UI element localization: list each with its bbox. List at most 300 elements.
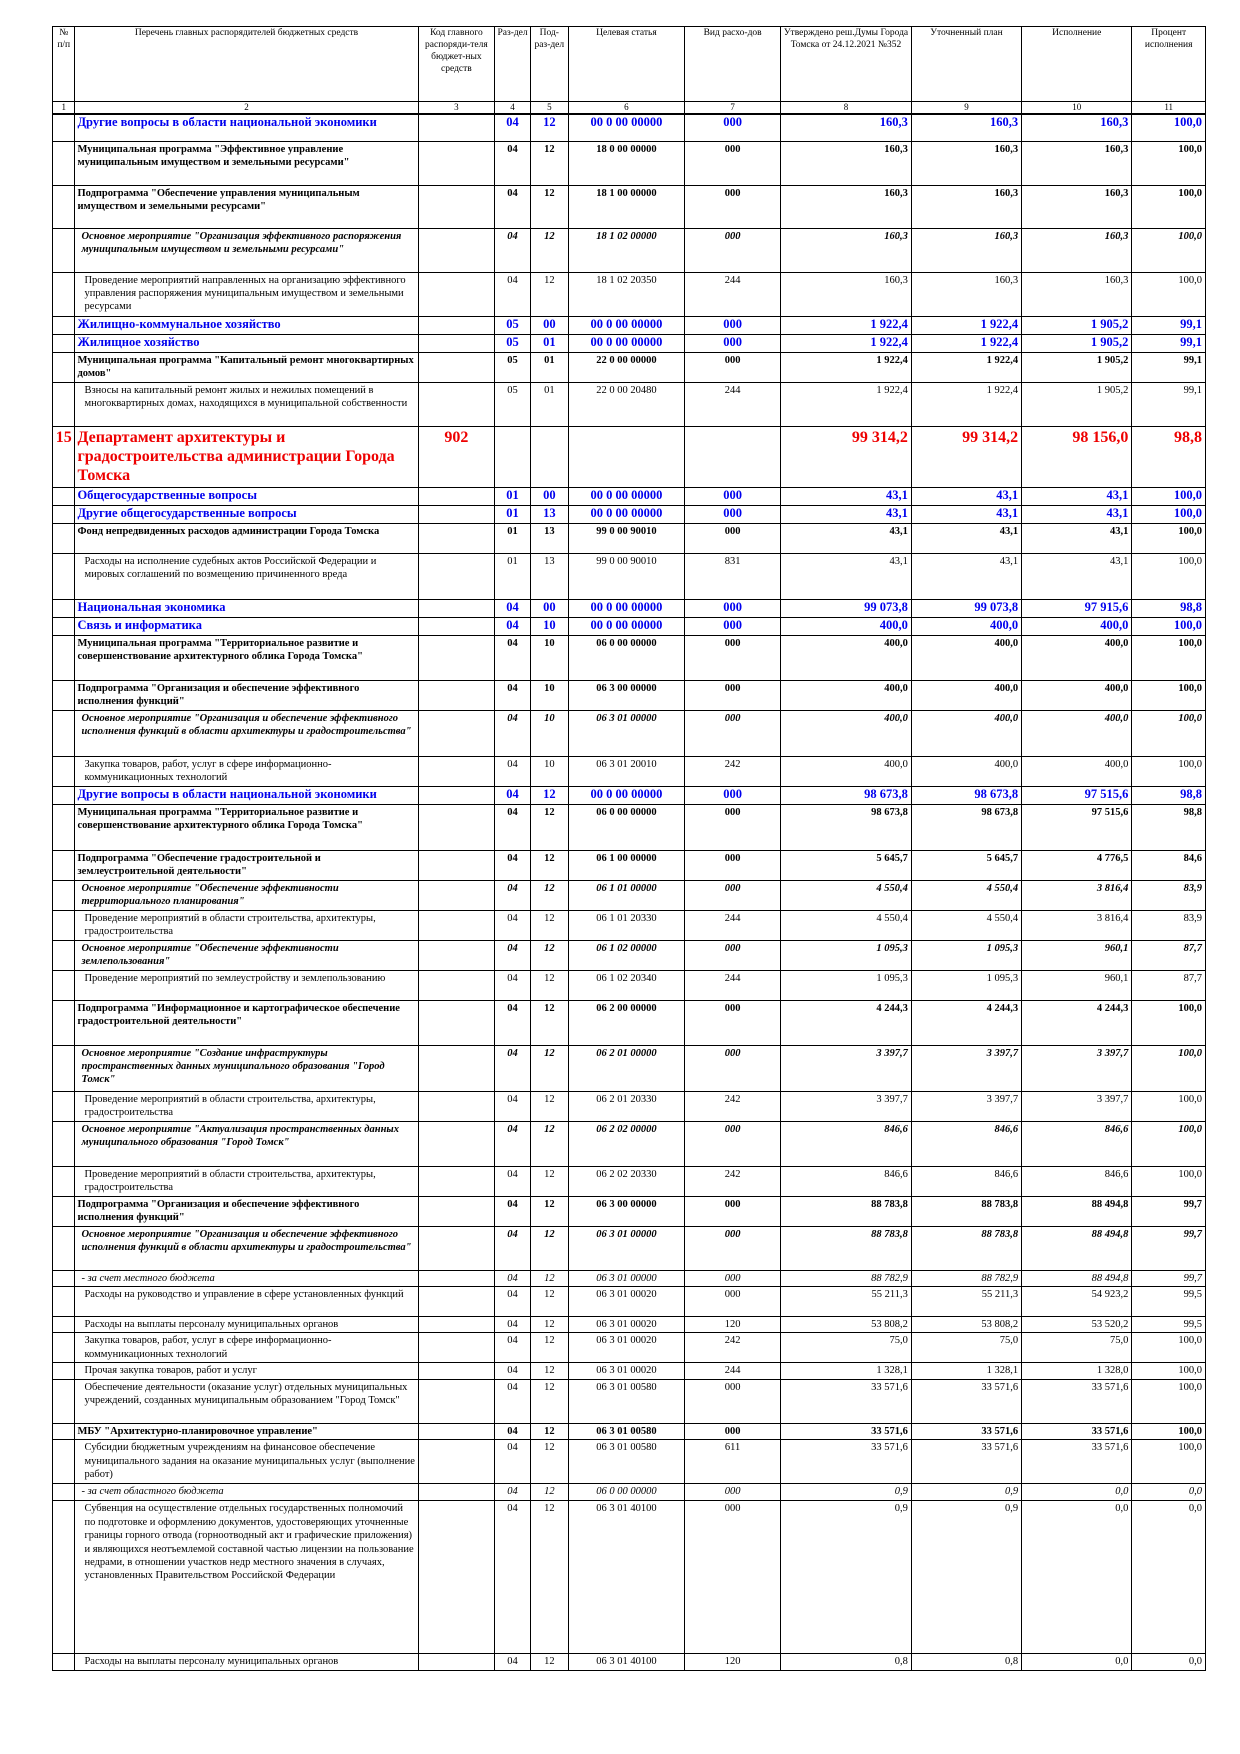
- execution-amount-cell: 0,0: [1022, 1654, 1132, 1671]
- table-row: [53, 487, 1206, 505]
- distributor-code-cell: [418, 910, 495, 940]
- column-number: 4: [495, 102, 531, 115]
- approved-amount-cell: 400,0: [781, 635, 912, 680]
- row-number-cell: [53, 1654, 75, 1671]
- expense-type-code-cell: 000: [685, 334, 781, 352]
- expense-type-code-cell: 000: [685, 487, 781, 505]
- expense-type-code-cell: 000: [685, 599, 781, 617]
- section-code-cell: 01: [495, 487, 531, 505]
- execution-percent-cell: 0,0: [1132, 1484, 1206, 1501]
- execution-percent-cell: 100,0: [1132, 680, 1206, 710]
- item-name-cell: Проведение мероприятий по землеустройству и землепользованию: [75, 970, 418, 1000]
- table-row: [53, 910, 1206, 940]
- table-row: [53, 786, 1206, 804]
- item-name-cell: Общегосударственные вопросы: [75, 487, 418, 505]
- table-row: [53, 1484, 1206, 1501]
- execution-amount-cell: 53 520,2: [1022, 1316, 1132, 1332]
- section-code-cell: 04: [495, 185, 531, 228]
- row-number-cell: 15: [53, 426, 75, 487]
- subsection-code-cell: 12: [530, 272, 568, 316]
- subsection-code-cell: 00: [530, 599, 568, 617]
- subsection-code-cell: 12: [530, 1423, 568, 1439]
- row-number-cell: [53, 1440, 75, 1484]
- execution-percent-cell: 100,0: [1132, 1423, 1206, 1439]
- distributor-code-cell: [418, 680, 495, 710]
- target-item-code-cell: 22 0 00 20480: [568, 382, 684, 426]
- execution-percent-cell: 0,0: [1132, 1654, 1206, 1671]
- subsection-code-cell: 12: [530, 1000, 568, 1045]
- section-code-cell: 04: [495, 850, 531, 880]
- execution-amount-cell: 960,1: [1022, 970, 1132, 1000]
- expense-type-code-cell: 000: [685, 850, 781, 880]
- section-code-cell: 04: [495, 756, 531, 786]
- subsection-code-cell: 13: [530, 523, 568, 553]
- subsection-code-cell: 12: [530, 114, 568, 141]
- section-code-cell: 04: [495, 880, 531, 910]
- approved-amount-cell: 4 550,4: [781, 910, 912, 940]
- table-row: [53, 228, 1206, 272]
- revised-plan-amount-cell: 0,9: [911, 1501, 1021, 1654]
- target-item-code-cell: 06 3 01 00000: [568, 710, 684, 756]
- section-code-cell: 04: [495, 1654, 531, 1671]
- table-row: [53, 710, 1206, 756]
- distributor-code-cell: [418, 352, 495, 382]
- section-code-cell: 04: [495, 141, 531, 185]
- execution-percent-cell: 100,0: [1132, 114, 1206, 141]
- row-number-cell: [53, 710, 75, 756]
- distributor-code-cell: [418, 1091, 495, 1121]
- target-item-code-cell: 06 3 01 00000: [568, 1270, 684, 1286]
- target-item-code-cell: 00 0 00 00000: [568, 786, 684, 804]
- revised-plan-amount-cell: 0,9: [911, 1484, 1021, 1501]
- section-code-cell: 04: [495, 599, 531, 617]
- expense-type-code-cell: 000: [685, 114, 781, 141]
- revised-plan-amount-cell: 1 095,3: [911, 940, 1021, 970]
- table-row: [53, 553, 1206, 599]
- item-name-cell: Обеспечение деятельности (оказание услуг) отдельных муниципальных учреждений, созданных муниципальным образованием "Город Томск": [75, 1379, 418, 1423]
- approved-amount-cell: 1 922,4: [781, 316, 912, 334]
- revised-plan-amount-cell: 400,0: [911, 617, 1021, 635]
- header-subsection: Под-раз-дел: [530, 27, 568, 102]
- target-item-code-cell: 06 3 01 40100: [568, 1654, 684, 1671]
- subsection-code-cell: 12: [530, 1091, 568, 1121]
- distributor-code-cell: [418, 487, 495, 505]
- table-row: [53, 1121, 1206, 1166]
- execution-percent-cell: 100,0: [1132, 523, 1206, 553]
- table-row: [53, 1226, 1206, 1270]
- row-number-cell: [53, 970, 75, 1000]
- expense-type-code-cell: 000: [685, 1379, 781, 1423]
- subsection-code-cell: 10: [530, 756, 568, 786]
- item-name-cell: Муниципальная программа "Территориальное развитие и совершенствование архитектурного облика Города Томска": [75, 804, 418, 850]
- subsection-code-cell: 01: [530, 382, 568, 426]
- target-item-code-cell: 06 3 01 00020: [568, 1333, 684, 1363]
- expense-type-code-cell: 000: [685, 1121, 781, 1166]
- table-row: [53, 635, 1206, 680]
- subsection-code-cell: 00: [530, 487, 568, 505]
- table-row: [53, 756, 1206, 786]
- target-item-code-cell: 06 2 01 20330: [568, 1091, 684, 1121]
- distributor-code-cell: [418, 185, 495, 228]
- column-number: 8: [781, 102, 912, 115]
- section-code-cell: 04: [495, 786, 531, 804]
- row-number-cell: [53, 1270, 75, 1286]
- subsection-code-cell: 12: [530, 185, 568, 228]
- execution-percent-cell: 100,0: [1132, 1045, 1206, 1091]
- expense-type-code-cell: 242: [685, 1333, 781, 1363]
- execution-percent-cell: 100,0: [1132, 553, 1206, 599]
- revised-plan-amount-cell: 43,1: [911, 523, 1021, 553]
- distributor-code-cell: [418, 334, 495, 352]
- row-number-cell: [53, 1501, 75, 1654]
- item-name-cell: Основное мероприятие "Актуализация пространственных данных муниципального образования "Город Томск": [75, 1121, 418, 1166]
- row-number-cell: [53, 880, 75, 910]
- expense-type-code-cell: 000: [685, 786, 781, 804]
- distributor-code-cell: [418, 1316, 495, 1332]
- expense-type-code-cell: 611: [685, 1440, 781, 1484]
- row-number-cell: [53, 1423, 75, 1439]
- table-row: [53, 680, 1206, 710]
- item-name-cell: Закупка товаров, работ, услуг в сфере информационно-коммуникационных технологий: [75, 1333, 418, 1363]
- item-name-cell: Другие общегосударственные вопросы: [75, 505, 418, 523]
- table-row: [53, 1363, 1206, 1379]
- target-item-code-cell: 99 0 00 90010: [568, 553, 684, 599]
- table-row: [53, 970, 1206, 1000]
- table-row: [53, 352, 1206, 382]
- execution-amount-cell: 33 571,6: [1022, 1440, 1132, 1484]
- expense-type-code-cell: 000: [685, 710, 781, 756]
- distributor-code-cell: [418, 710, 495, 756]
- target-item-code-cell: 06 2 02 00000: [568, 1121, 684, 1166]
- item-name-cell: Фонд непредвиденных расходов администрации Города Томска: [75, 523, 418, 553]
- row-number-cell: [53, 487, 75, 505]
- section-code-cell: 05: [495, 316, 531, 334]
- row-number-cell: [53, 228, 75, 272]
- execution-amount-cell: 97 915,6: [1022, 599, 1132, 617]
- subsection-code-cell: 12: [530, 940, 568, 970]
- subsection-code-cell: 12: [530, 1363, 568, 1379]
- expense-type-code-cell: 244: [685, 970, 781, 1000]
- subsection-code-cell: [530, 426, 568, 487]
- approved-amount-cell: 400,0: [781, 680, 912, 710]
- execution-amount-cell: 160,3: [1022, 228, 1132, 272]
- revised-plan-amount-cell: 160,3: [911, 185, 1021, 228]
- distributor-code-cell: [418, 523, 495, 553]
- target-item-code-cell: 22 0 00 00000: [568, 352, 684, 382]
- revised-plan-amount-cell: 1 328,1: [911, 1363, 1021, 1379]
- item-name-cell: МБУ "Архитектурно-планировочное управление": [75, 1423, 418, 1439]
- expense-type-code-cell: 000: [685, 228, 781, 272]
- table-row: [53, 1501, 1206, 1654]
- column-number: 2: [75, 102, 418, 115]
- table-row: [53, 141, 1206, 185]
- execution-amount-cell: 88 494,8: [1022, 1196, 1132, 1226]
- distributor-code-cell: [418, 382, 495, 426]
- approved-amount-cell: 160,3: [781, 141, 912, 185]
- section-code-cell: 04: [495, 940, 531, 970]
- subsection-code-cell: 10: [530, 710, 568, 756]
- distributor-code-cell: [418, 1363, 495, 1379]
- distributor-code-cell: 902: [418, 426, 495, 487]
- expense-type-code-cell: 242: [685, 1091, 781, 1121]
- target-item-code-cell: 06 3 01 20010: [568, 756, 684, 786]
- revised-plan-amount-cell: 400,0: [911, 710, 1021, 756]
- expense-type-code-cell: 000: [685, 940, 781, 970]
- approved-amount-cell: 1 095,3: [781, 970, 912, 1000]
- revised-plan-amount-cell: 43,1: [911, 553, 1021, 599]
- expense-type-code-cell: 000: [685, 352, 781, 382]
- distributor-code-cell: [418, 1166, 495, 1196]
- expense-type-code-cell: 000: [685, 804, 781, 850]
- approved-amount-cell: 3 397,7: [781, 1045, 912, 1091]
- item-name-cell: Субвенция на осуществление отдельных государственных полномочий по подготовке и оформлению документов, удостоверяющих уточненные границы горного отвода (горноотводный акт и графические приложения) и являющихся неотъемлемой составной частью лицензии на пользование недрами, в отношении участков недр местного значения в случаях, установленных Правительством Российской Федерации: [75, 1501, 418, 1654]
- revised-plan-amount-cell: 846,6: [911, 1166, 1021, 1196]
- expense-type-code-cell: 000: [685, 1045, 781, 1091]
- revised-plan-amount-cell: 4 550,4: [911, 880, 1021, 910]
- execution-percent-cell: 100,0: [1132, 1091, 1206, 1121]
- distributor-code-cell: [418, 940, 495, 970]
- target-item-code-cell: 06 0 00 00000: [568, 1484, 684, 1501]
- section-code-cell: 04: [495, 114, 531, 141]
- target-item-code-cell: [568, 426, 684, 487]
- execution-percent-cell: 100,0: [1132, 272, 1206, 316]
- section-code-cell: 04: [495, 1333, 531, 1363]
- item-name-cell: Другие вопросы в области национальной экономики: [75, 114, 418, 141]
- table-row: [53, 316, 1206, 334]
- row-number-cell: [53, 185, 75, 228]
- section-code-cell: 04: [495, 1363, 531, 1379]
- revised-plan-amount-cell: 1 922,4: [911, 352, 1021, 382]
- approved-amount-cell: 846,6: [781, 1166, 912, 1196]
- subsection-code-cell: 12: [530, 1045, 568, 1091]
- section-code-cell: 04: [495, 1501, 531, 1654]
- item-name-cell: Основное мероприятие "Создание инфраструктуры пространственных данных муниципального образования "Город Томск": [75, 1045, 418, 1091]
- execution-percent-cell: 100,0: [1132, 710, 1206, 756]
- section-code-cell: 04: [495, 228, 531, 272]
- distributor-code-cell: [418, 141, 495, 185]
- target-item-code-cell: 06 3 01 00020: [568, 1363, 684, 1379]
- subsection-code-cell: 00: [530, 316, 568, 334]
- revised-plan-amount-cell: 55 211,3: [911, 1286, 1021, 1316]
- subsection-code-cell: 12: [530, 1196, 568, 1226]
- table-row: [53, 1166, 1206, 1196]
- distributor-code-cell: [418, 599, 495, 617]
- section-code-cell: 04: [495, 272, 531, 316]
- expense-type-code-cell: 120: [685, 1316, 781, 1332]
- execution-percent-cell: 87,7: [1132, 970, 1206, 1000]
- subsection-code-cell: 12: [530, 804, 568, 850]
- distributor-code-cell: [418, 1045, 495, 1091]
- item-name-cell: Национальная экономика: [75, 599, 418, 617]
- approved-amount-cell: 43,1: [781, 523, 912, 553]
- execution-amount-cell: 75,0: [1022, 1333, 1132, 1363]
- distributor-code-cell: [418, 1333, 495, 1363]
- item-name-cell: Взносы на капитальный ремонт жилых и нежилых помещений в многоквартирных домах, находящихся в муниципальной собственности: [75, 382, 418, 426]
- distributor-code-cell: [418, 635, 495, 680]
- item-name-cell: Муниципальная программа "Капитальный ремонт многоквартирных домов": [75, 352, 418, 382]
- header-approved-amount: Утверждено реш.Думы Города Томска от 24.12.2021 №352: [781, 27, 912, 102]
- approved-amount-cell: 160,3: [781, 185, 912, 228]
- section-code-cell: 04: [495, 1166, 531, 1196]
- item-name-cell: Департамент архитектуры и градостроительства администрации Города Томска: [75, 426, 418, 487]
- item-name-cell: Основное мероприятие "Организация и обеспечение эффективного исполнения функций в области архитектуры и градостроительства": [75, 1226, 418, 1270]
- target-item-code-cell: 00 0 00 00000: [568, 316, 684, 334]
- table-row: [53, 804, 1206, 850]
- section-code-cell: 04: [495, 1226, 531, 1270]
- table-row: [53, 850, 1206, 880]
- subsection-code-cell: 13: [530, 553, 568, 599]
- subsection-code-cell: 12: [530, 880, 568, 910]
- distributor-code-cell: [418, 1270, 495, 1286]
- column-number: 5: [530, 102, 568, 115]
- execution-amount-cell: 846,6: [1022, 1121, 1132, 1166]
- distributor-code-cell: [418, 1226, 495, 1270]
- approved-amount-cell: 33 571,6: [781, 1440, 912, 1484]
- approved-amount-cell: 0,8: [781, 1654, 912, 1671]
- subsection-code-cell: 12: [530, 1226, 568, 1270]
- execution-percent-cell: 0,0: [1132, 1501, 1206, 1654]
- execution-amount-cell: 160,3: [1022, 141, 1132, 185]
- table-row: [53, 1270, 1206, 1286]
- revised-plan-amount-cell: 43,1: [911, 505, 1021, 523]
- subsection-code-cell: 12: [530, 1286, 568, 1316]
- approved-amount-cell: 0,9: [781, 1484, 912, 1501]
- execution-percent-cell: 99,5: [1132, 1286, 1206, 1316]
- item-name-cell: Подпрограмма "Обеспечение управления муниципальным имуществом и земельными ресурсами": [75, 185, 418, 228]
- distributor-code-cell: [418, 1501, 495, 1654]
- execution-amount-cell: 960,1: [1022, 940, 1132, 970]
- execution-amount-cell: 1 905,2: [1022, 316, 1132, 334]
- item-name-cell: Муниципальная программа "Эффективное управление муниципальным имуществом и земельными ресурсами": [75, 141, 418, 185]
- section-code-cell: 04: [495, 635, 531, 680]
- section-code-cell: 01: [495, 523, 531, 553]
- execution-amount-cell: 43,1: [1022, 487, 1132, 505]
- execution-amount-cell: 3 816,4: [1022, 910, 1132, 940]
- subsection-code-cell: 12: [530, 1501, 568, 1654]
- approved-amount-cell: 98 673,8: [781, 804, 912, 850]
- item-name-cell: - за счет местного бюджета: [75, 1270, 418, 1286]
- expense-type-code-cell: 000: [685, 1501, 781, 1654]
- target-item-code-cell: 06 3 01 00020: [568, 1316, 684, 1332]
- revised-plan-amount-cell: 5 645,7: [911, 850, 1021, 880]
- item-name-cell: Проведение мероприятий в области строительства, архитектуры, градостроительства: [75, 1091, 418, 1121]
- approved-amount-cell: 1 922,4: [781, 352, 912, 382]
- execution-percent-cell: 100,0: [1132, 228, 1206, 272]
- revised-plan-amount-cell: 88 783,8: [911, 1196, 1021, 1226]
- row-number-cell: [53, 141, 75, 185]
- section-code-cell: 04: [495, 1379, 531, 1423]
- expense-type-code-cell: 000: [685, 523, 781, 553]
- header-revised-plan: Уточненный план: [911, 27, 1021, 102]
- row-number-cell: [53, 680, 75, 710]
- approved-amount-cell: 160,3: [781, 272, 912, 316]
- section-code-cell: 04: [495, 617, 531, 635]
- target-item-code-cell: 00 0 00 00000: [568, 599, 684, 617]
- distributor-code-cell: [418, 1196, 495, 1226]
- subsection-code-cell: 12: [530, 910, 568, 940]
- table-body: [53, 114, 1206, 1671]
- subsection-code-cell: 12: [530, 1316, 568, 1332]
- revised-plan-amount-cell: 3 397,7: [911, 1091, 1021, 1121]
- revised-plan-amount-cell: 33 571,6: [911, 1440, 1021, 1484]
- target-item-code-cell: 06 3 01 00020: [568, 1286, 684, 1316]
- execution-amount-cell: 400,0: [1022, 635, 1132, 680]
- column-number: 10: [1022, 102, 1132, 115]
- target-item-code-cell: 06 2 01 00000: [568, 1045, 684, 1091]
- approved-amount-cell: 4 550,4: [781, 880, 912, 910]
- execution-percent-cell: 99,7: [1132, 1270, 1206, 1286]
- execution-percent-cell: 100,0: [1132, 505, 1206, 523]
- distributor-code-cell: [418, 1484, 495, 1501]
- approved-amount-cell: 99 073,8: [781, 599, 912, 617]
- expense-type-code-cell: 000: [685, 1270, 781, 1286]
- column-number: 9: [911, 102, 1021, 115]
- section-code-cell: 04: [495, 1286, 531, 1316]
- item-name-cell: Расходы на выплаты персоналу муниципальных органов: [75, 1316, 418, 1332]
- subsection-code-cell: 10: [530, 635, 568, 680]
- execution-amount-cell: 1 905,2: [1022, 352, 1132, 382]
- expense-type-code-cell: 000: [685, 185, 781, 228]
- execution-percent-cell: 99,1: [1132, 316, 1206, 334]
- column-number: 7: [685, 102, 781, 115]
- table-row: [53, 880, 1206, 910]
- expense-type-code-cell: 244: [685, 272, 781, 316]
- execution-percent-cell: 100,0: [1132, 1333, 1206, 1363]
- row-number-cell: [53, 1363, 75, 1379]
- header-row-number: № п/п: [53, 27, 75, 102]
- execution-percent-cell: 99,5: [1132, 1316, 1206, 1332]
- expense-type-code-cell: 000: [685, 635, 781, 680]
- item-name-cell: Расходы на выплаты персоналу муниципальных органов: [75, 1654, 418, 1671]
- table-row: [53, 1654, 1206, 1671]
- execution-percent-cell: 100,0: [1132, 1440, 1206, 1484]
- revised-plan-amount-cell: 88 782,9: [911, 1270, 1021, 1286]
- execution-amount-cell: 88 494,8: [1022, 1270, 1132, 1286]
- revised-plan-amount-cell: 88 783,8: [911, 1226, 1021, 1270]
- subsection-code-cell: 10: [530, 617, 568, 635]
- approved-amount-cell: 1 922,4: [781, 382, 912, 426]
- execution-amount-cell: 400,0: [1022, 617, 1132, 635]
- table-row: [53, 940, 1206, 970]
- item-name-cell: Основное мероприятие "Обеспечение эффективности территориального планирования": [75, 880, 418, 910]
- execution-amount-cell: 54 923,2: [1022, 1286, 1132, 1316]
- approved-amount-cell: 53 808,2: [781, 1316, 912, 1332]
- row-number-cell: [53, 316, 75, 334]
- budget-report-sheet: [52, 26, 1206, 1671]
- subsection-code-cell: 12: [530, 1379, 568, 1423]
- subsection-code-cell: 12: [530, 1270, 568, 1286]
- section-code-cell: [495, 426, 531, 487]
- revised-plan-amount-cell: 75,0: [911, 1333, 1021, 1363]
- distributor-code-cell: [418, 1000, 495, 1045]
- subsection-code-cell: 12: [530, 1333, 568, 1363]
- execution-amount-cell: 0,0: [1022, 1484, 1132, 1501]
- execution-percent-cell: 100,0: [1132, 487, 1206, 505]
- item-name-cell: Субсидии бюджетным учреждениям на финансовое обеспечение муниципального задания на оказание муниципальных услуг (выполнение работ): [75, 1440, 418, 1484]
- distributor-code-cell: [418, 272, 495, 316]
- revised-plan-amount-cell: 160,3: [911, 228, 1021, 272]
- revised-plan-amount-cell: 43,1: [911, 487, 1021, 505]
- budget-execution-table: [52, 26, 1206, 1671]
- target-item-code-cell: 06 0 00 00000: [568, 635, 684, 680]
- execution-amount-cell: 1 905,2: [1022, 334, 1132, 352]
- section-code-cell: 04: [495, 1484, 531, 1501]
- item-name-cell: Жилищное хозяйство: [75, 334, 418, 352]
- target-item-code-cell: 06 1 02 20340: [568, 970, 684, 1000]
- header-section: Раз-дел: [495, 27, 531, 102]
- column-number: 6: [568, 102, 684, 115]
- subsection-code-cell: 12: [530, 1484, 568, 1501]
